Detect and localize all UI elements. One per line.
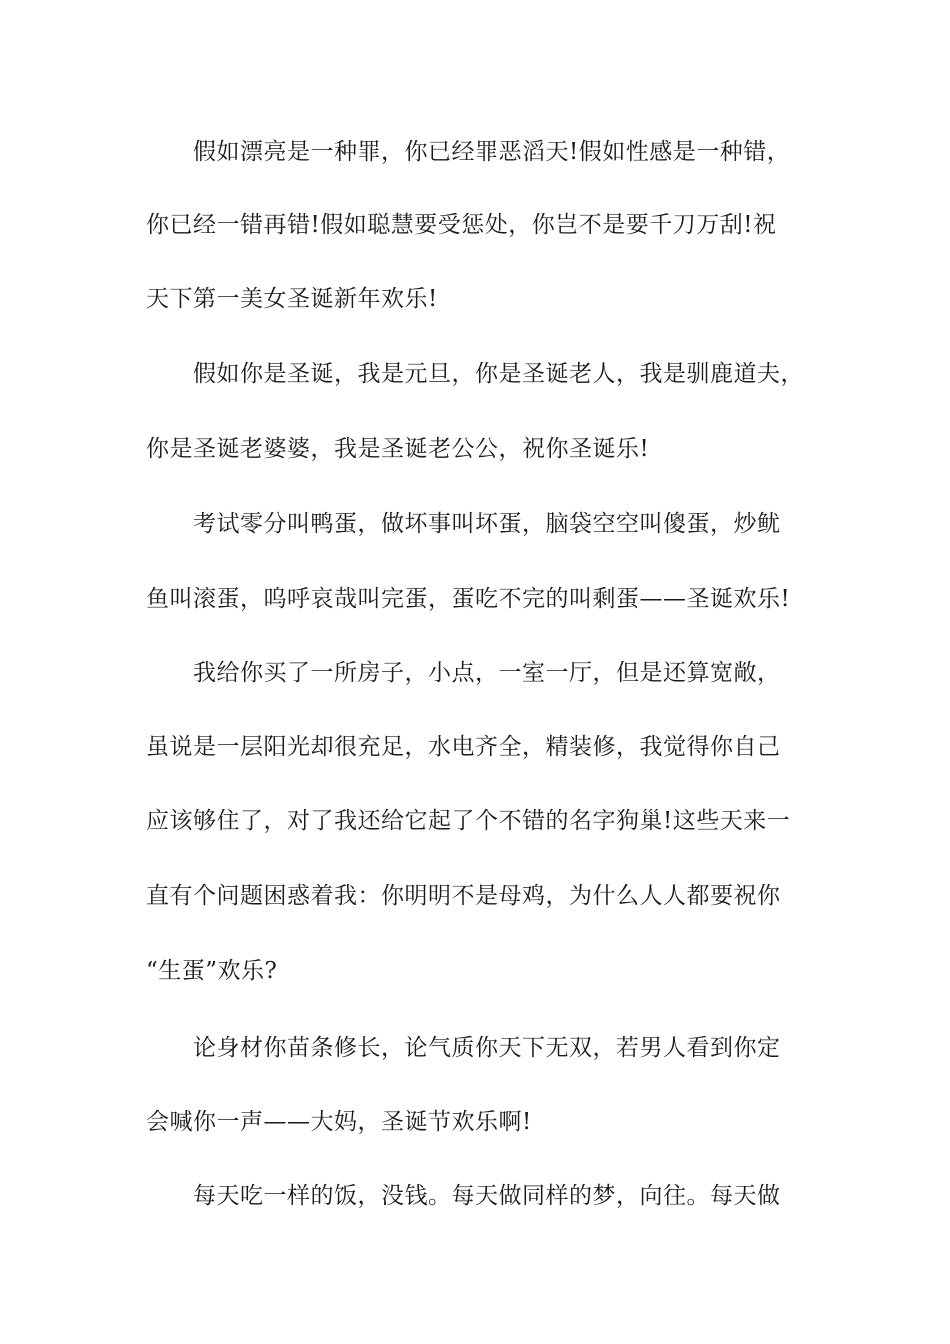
paragraph-1-line-1: 假如漂亮是一种罪，你已经罪恶滔天!假如性感是一种错， (193, 139, 791, 165)
paragraph-3-line-2: 鱼叫滚蛋，呜呼哀哉叫完蛋，蛋吃不完的叫剩蛋——圣诞欢乐! (146, 586, 791, 612)
paragraph-2-line-1: 假如你是圣诞，我是元旦，你是圣诞老人，我是驯鹿道夫， (193, 361, 804, 387)
paragraph-4-line-4: 直有个问题困惑着我：你明明不是母鸡，为什么人人都要祝你 (146, 883, 781, 909)
paragraph-4-line-3: 应该够住了，对了我还给它起了个不错的名字狗巢!这些天来一 (146, 808, 791, 834)
paragraph-5-line-2: 会喊你一声——大妈，圣诞节欢乐啊! (146, 1109, 532, 1135)
paragraph-1-line-3: 天下第一美女圣诞新年欢乐! (146, 286, 438, 312)
paragraph-4-line-5: “生蛋”欢乐? (146, 958, 278, 984)
paragraph-3-line-1: 考试零分叫鸭蛋，做坏事叫坏蛋，脑袋空空叫傻蛋，炒鱿 (193, 511, 781, 537)
paragraph-5-line-1: 论身材你苗条修长，论气质你天下无双，若男人看到你定 (193, 1035, 781, 1061)
paragraph-6-line-1: 每天吃一样的饭，没钱。每天做同样的梦，向往。每天做 (193, 1183, 781, 1209)
paragraph-4-line-1: 我给你买了一所房子，小点，一室一厅，但是还算宽敞， (193, 660, 781, 686)
paragraph-1-line-2: 你已经一错再错!假如聪慧要受惩处，你岂不是要千刀万刮!祝 (146, 212, 777, 238)
paragraph-4-line-2: 虽说是一层阳光却很充足，水电齐全，精装修，我觉得你自己 (146, 734, 781, 760)
paragraph-2-line-2: 你是圣诞老婆婆，我是圣诞老公公，祝你圣诞乐! (146, 436, 650, 462)
